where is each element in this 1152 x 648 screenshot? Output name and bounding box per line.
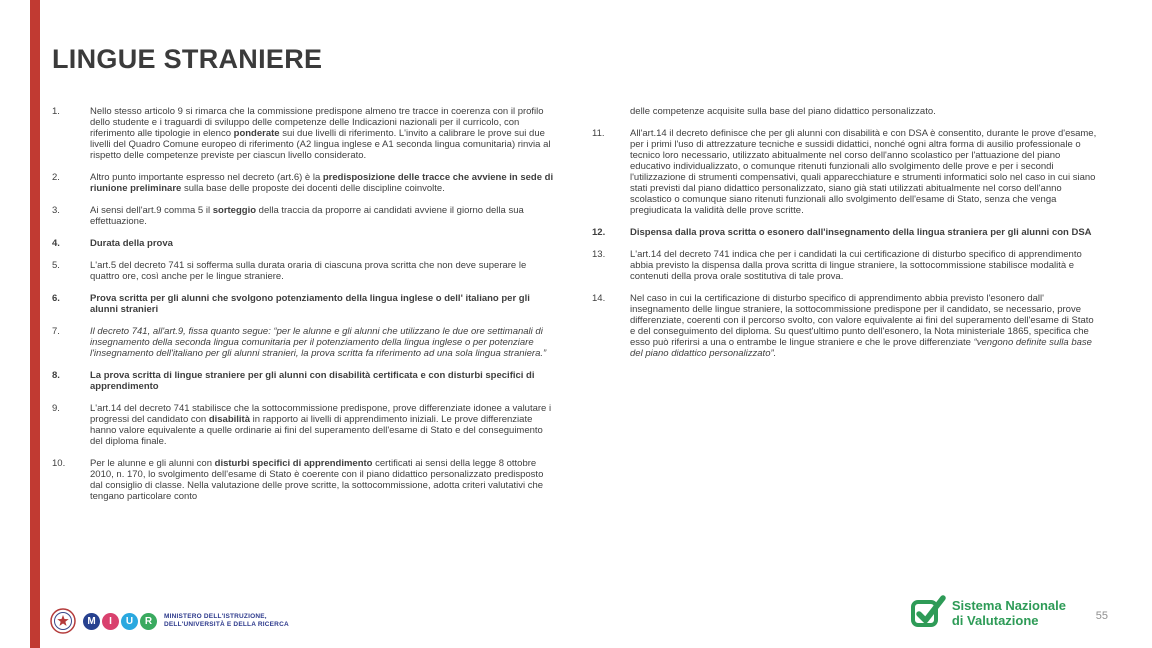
item-text: L'art.5 del decreto 741 si sofferma sulla durata oraria di ciascuna prova scritta che non deve superare le quattro ore, così anche per le lingue straniere. — [90, 260, 527, 282]
miur-letter-circle: M — [83, 613, 100, 630]
item-number: 1. — [52, 106, 60, 117]
list-item — [52, 370, 558, 392]
list-item — [52, 293, 558, 315]
item-text: Nel caso in cui la certificazione di disturbo specifico di apprendimento abbia previsto l'esonero dall' insegnamento delle lingue straniere, la sottocommissione predispone per il candidato, se necessario, prove differenziate, coerenti con il percorso svolto, con valore equivalente ai fini del superamento dell'esame di Stato e del conseguimento del diploma. Su quest'ultimo punto dell'esonero, la Nota ministeriale 1865, specifica che esso può riferirsi a una o entrambe le lingue straniere e che le prove differenziate “vengono definite sulla base del piano didattico personalizzato”. — [630, 293, 1094, 359]
item-text: Dispensa dalla prova scritta o esonero dall'insegnamento della lingua straniera per gli alunni con DSA — [630, 227, 1092, 238]
item-number: 2. — [52, 172, 60, 183]
item-number: 11. — [592, 128, 605, 139]
ministry-name — [164, 613, 289, 629]
italy-emblem-icon — [50, 608, 76, 634]
snv-label-line2: di Valutazione — [951, 612, 1039, 628]
page-number: 55 — [1095, 610, 1108, 622]
item-text: Il decreto 741, all'art.9, fissa quanto segue: “per le alunne e gli alunni che utilizzano le due ore settimanali di insegnamento della seconda lingua comunitaria per il potenziamento della lingua inglese o per potenziare l'insegnamento dell'italiano per gli alunni stranieri, la prova scritta fa riferimento ad una sola lingua straniera.” — [90, 326, 547, 359]
item-number: 12. — [592, 227, 606, 238]
list-column — [592, 106, 1098, 502]
miur-letter-circle: U — [121, 613, 138, 630]
item-number: 10. — [52, 458, 66, 469]
item-text: Ai sensi dell'art.9 comma 5 il sorteggio della traccia da proporre ai candidati avviene il giorno della sua effettuazione. — [90, 205, 524, 227]
item-number: 3. — [52, 205, 60, 216]
miur-letter-circle: R — [140, 613, 157, 630]
item-number: 6. — [52, 293, 60, 304]
list-item — [592, 128, 1098, 216]
item-text: Altro punto importante espresso nel decreto (art.6) è la predisposizione delle tracce che avviene in sede di riunione preliminare sulla base delle proposte dei docenti delle discipline coinvolte. — [90, 172, 554, 194]
item-text: Prova scritta per gli alunni che svolgono potenziamento della lingua inglese o dell' italiano per gli alunni stranieri — [90, 293, 530, 315]
list-item — [52, 106, 558, 161]
list-item — [592, 293, 1098, 359]
list-item — [52, 403, 558, 447]
list-item — [592, 249, 1098, 282]
page-title: LINGUE STRANIERE — [52, 44, 323, 74]
item-number: 5. — [52, 260, 60, 271]
list-column — [52, 106, 558, 502]
checkmark-icon — [910, 593, 946, 632]
list-item — [592, 106, 1098, 117]
item-number: 9. — [52, 403, 60, 414]
item-number — [592, 106, 630, 117]
miur-letters — [83, 613, 157, 630]
accent-bar — [30, 0, 40, 648]
miur-logo — [50, 608, 289, 634]
ministry-name-line1: MINISTERO DELL'ISTRUZIONE, — [164, 613, 267, 620]
item-text: L'art.14 del decreto 741 indica che per i candidati la cui certificazione di disturbo specifico di apprendimento abbia previsto la dispensa dalla prova scritta di lingue straniere, la sottocommissione stabilisce modalità e contenuti della prova orale sostitutiva di tale prova. — [630, 249, 1082, 282]
ministry-name-line2: DELL'UNIVERSITÀ E DELLA RICERCA — [164, 621, 289, 628]
item-number: 7. — [52, 326, 60, 337]
snv-label-line1: Sistema Nazionale — [951, 597, 1066, 613]
list-item — [52, 238, 558, 249]
list-item — [52, 260, 558, 282]
item-text: L'art.14 del decreto 741 stabilisce che la sottocommissione predispone, prove differenziate idonee a valutare i progressi del candidato con disabilità in rapporto ai livelli di apprendimento iniziali. Le prove differenziate hanno valore equivalente a quelle ordinarie ai fini del superamento dell'esame di Stato e del conseguimento del diploma finale. — [90, 403, 552, 447]
item-text: Nello stesso articolo 9 si rimarca che la commissione predispone almeno tre tracce in coerenza con il profilo dello studente e i traguardi di sviluppo delle competenze delle Indicazioni nazionali per il curricolo, con riferimento alle tipologie in elenco ponderate sui due livelli di riferimento. L'invito a calibrare le prove sui due livelli del Quadro Comune europeo di riferimento (A2 lingua inglese e A1 seconda lingua comunitaria) rinvia al rispetto delle competenze previste per ciascun livello considerato. — [90, 106, 551, 161]
snv-logo — [910, 593, 1066, 632]
list-item — [52, 172, 558, 194]
item-text: Durata della prova — [90, 238, 173, 249]
item-number: 13. — [592, 249, 606, 260]
item-text: All'art.14 il decreto definisce che per gli alunni con disabilità e con DSA è consentito, durante le prove d'esame, per i primi l'uso di attrezzature tecniche e sussidi didattici, nonché ogni altra forma di ausilio professionale o tecnico loro necessario, utilizzato abitualmente nel corso dell'anno scolastico per l'attuazione del piano educativo individualizzato, o comunque ritenuti funzionali allo svolgimento delle prove e per i secondi l'utilizzazione di strumenti compensativi, quali apparecchiature e strumenti informatici solo nel caso in cui siano stati previsti dal piano didattico personalizzato, siano già stati utilizzati abitualmente nel corso dell'anno scolastico o comunque siano ritenuti funzionali allo svolgimento dell'esame di Stato, senza che venga pregiudicata la validità delle prove scritte. — [630, 128, 1097, 216]
snv-label — [952, 598, 1066, 628]
item-number: 14. — [592, 293, 606, 304]
content-columns — [52, 106, 1098, 502]
list-item — [592, 227, 1098, 238]
item-text: delle competenze acquisite sulla base del piano didattico personalizzato. — [630, 106, 936, 117]
list-item — [52, 458, 558, 502]
item-number: 4. — [52, 238, 60, 249]
miur-letter-circle: I — [102, 613, 119, 630]
list-item — [52, 205, 558, 227]
item-text: La prova scritta di lingue straniere per gli alunni con disabilità certificata e con disturbi specifici di apprendimento — [90, 370, 535, 392]
item-text: Per le alunne e gli alunni con disturbi specifici di apprendimento certificati ai sensi della legge 8 ottobre 2010, n. 170, lo svolgimento dell'esame di Stato è coerente con il piano didattico personalizzato predisposto dal consiglio di classe. Nella valutazione delle prove scritte, la sottocommissione, adotta criteri valutativi che tengano particolare conto — [90, 458, 544, 502]
list-item — [52, 326, 558, 359]
item-number: 8. — [52, 370, 60, 381]
